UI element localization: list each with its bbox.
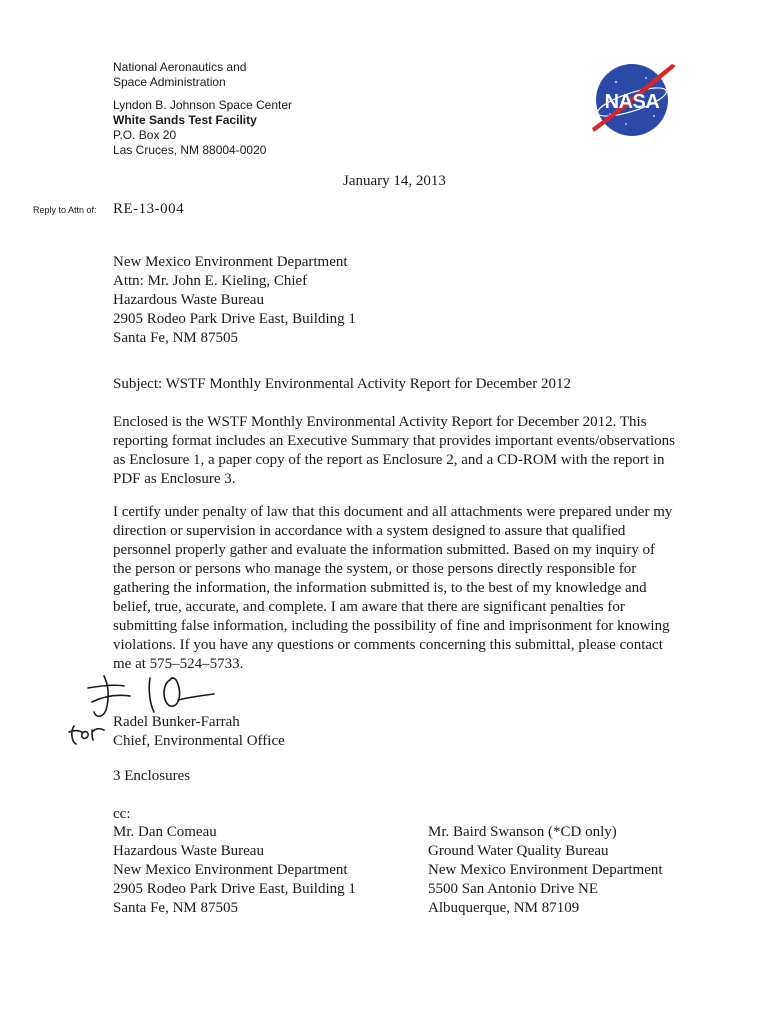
nasa-meatball-logo-icon: [586, 58, 680, 140]
letterhead: [113, 60, 292, 158]
recipient-address: [113, 253, 673, 348]
recipient-line: Santa Fe, NM 87505: [113, 330, 238, 346]
body-paragraph-2: [113, 503, 673, 674]
body-text-line: as Enclosure 1, a paper copy of the report as Enclosure 2, and a CD-ROM with the report in: [113, 452, 665, 468]
logo-text: NASA: [604, 91, 660, 113]
reply-to-label: Reply to Attn of:: [33, 205, 97, 215]
cc-recipient-left: [113, 823, 356, 918]
body-text-line: the person or persons who manage the system, or those persons directly responsible for: [113, 561, 637, 577]
reply-reference-number: RE-13-004: [113, 201, 185, 217]
facility-name: White Sands Test Facility: [113, 113, 257, 127]
body-text-line: gathering the information, the information submitted is, to the best of my knowledge and: [113, 580, 647, 596]
cc-line: New Mexico Environment Department: [428, 862, 663, 878]
signer-title: Chief, Environmental Office: [113, 733, 285, 749]
recipient-line: Attn: Mr. John E. Kieling, Chief: [113, 273, 308, 289]
cc-line: Ground Water Quality Bureau: [428, 843, 609, 859]
agency-name-line2: Space Administration: [113, 75, 226, 89]
recipient-line: 2905 Rodeo Park Drive East, Building 1: [113, 311, 356, 327]
body-text-line: personnel properly gather and evaluate the information submitted. Based on my inquiry of: [113, 542, 655, 558]
body-text-line: I certify under penalty of law that this document and all attachments were prepared under my: [113, 504, 673, 520]
agency-name-line1: National Aeronautics and: [113, 60, 247, 74]
cc-line: 2905 Rodeo Park Drive East, Building 1: [113, 881, 356, 897]
body-text-line: direction or supervision in accordance with a system designed to assure that qualified: [113, 523, 626, 539]
recipient-line: New Mexico Environment Department: [113, 254, 348, 270]
signer-name: Radel Bunker-Farrah: [113, 714, 240, 730]
cc-line: Hazardous Waste Bureau: [113, 843, 264, 859]
body-text-line: Enclosed is the WSTF Monthly Environmental Activity Report for December 2012. This: [113, 414, 647, 430]
body-text-line: belief, true, accurate, and complete. I am aware that there are significant penalties for: [113, 599, 625, 615]
cc-line: 5500 San Antonio Drive NE: [428, 881, 598, 897]
body-paragraph-1: [113, 413, 673, 489]
cc-line: Mr. Dan Comeau: [113, 824, 217, 840]
signer-block: [113, 713, 285, 751]
cc-recipient-right: [428, 823, 663, 918]
body-text-line: reporting format includes an Executive Summary that provides important events/observations: [113, 433, 675, 449]
cc-line: Albuquerque, NM 87109: [428, 900, 580, 916]
po-box: P.O. Box 20: [113, 128, 177, 142]
body-text-line: submitting false information, including the possibility of fine and imprisonment for knowing: [113, 618, 670, 634]
cc-label: cc:: [113, 806, 131, 822]
letter-date: January 14, 2013: [343, 173, 446, 189]
center-name: Lyndon B. Johnson Space Center: [113, 98, 293, 112]
city-line: Las Cruces, NM 88004-0020: [113, 143, 267, 157]
body-text-line: PDF as Enclosure 3.: [113, 471, 236, 487]
cc-line: New Mexico Environment Department: [113, 862, 348, 878]
body-text-line: violations. If you have any questions or comments concerning this submittal, please contact: [113, 637, 663, 653]
subject-line: Subject: WSTF Monthly Environmental Activity Report for December 2012: [113, 376, 571, 392]
body-text-line: me at 575–524–5733.: [113, 656, 244, 672]
recipient-line: Hazardous Waste Bureau: [113, 292, 264, 308]
cc-line: Mr. Baird Swanson (*CD only): [428, 824, 617, 840]
cc-line: Santa Fe, NM 87505: [113, 900, 238, 916]
enclosures-note: 3 Enclosures: [113, 768, 191, 784]
